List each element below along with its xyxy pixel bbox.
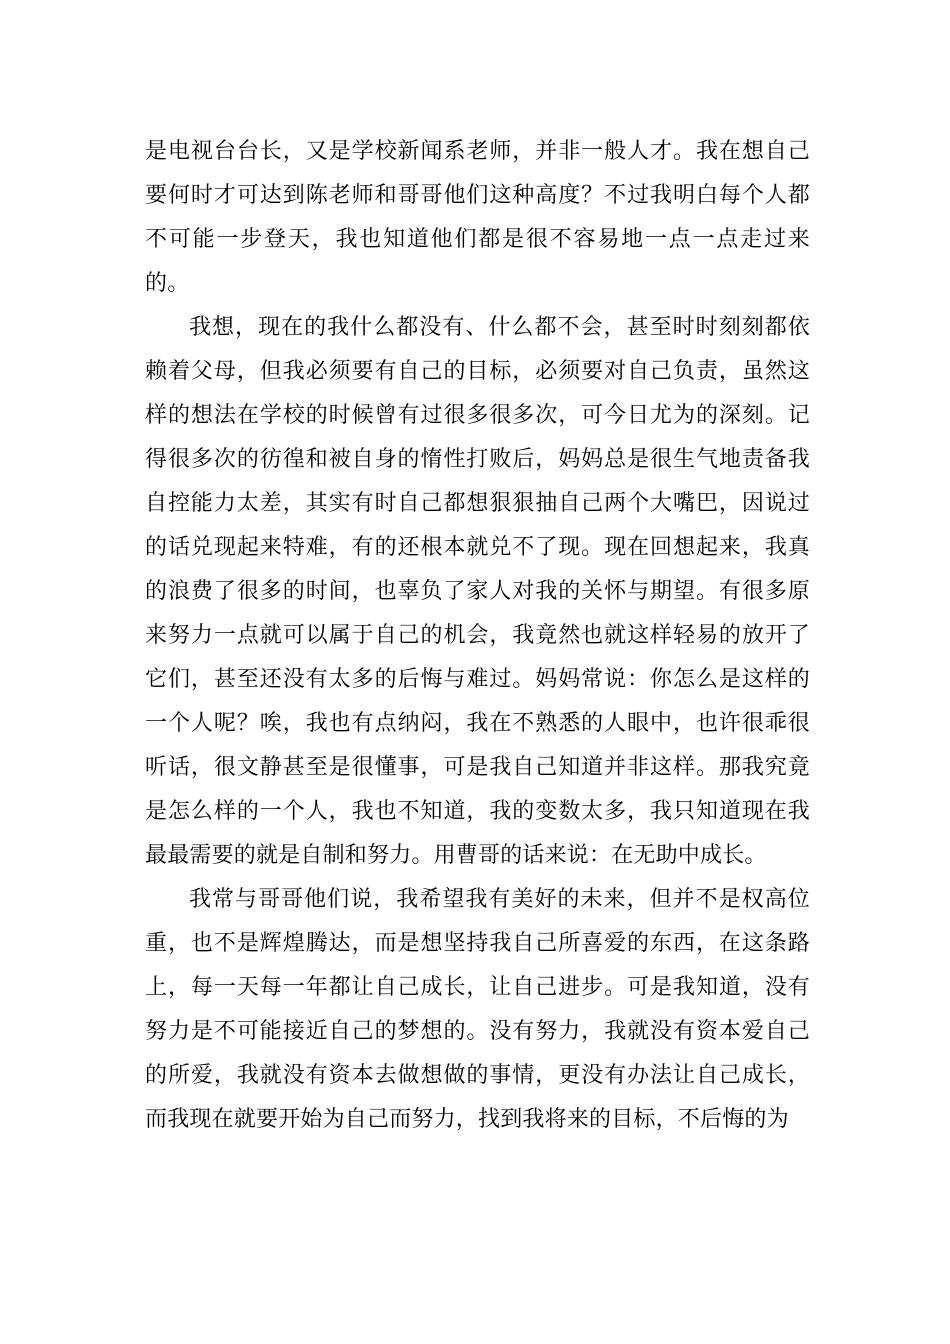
document-page — [145, 130, 810, 1142]
paragraph-1: 是电视台台长，又是学校新闻系老师，并非一般人才。我在想自己要何时才可达到陈老师和哥哥他们这种高度？不过我明白每个人都不可能一步登天，我也知道他们都是很不容易地一点一点走过来的。 — [145, 139, 810, 296]
paragraph-3: 我常与哥哥他们说，我希望我有美好的未来，但并不是权高位重，也不是辉煌腾达，而是想坚持我自己所喜爱的东西，在这条路上，每一天每一年都让自己成长，让自己进步。可是我知道，没有努力是不可能接近自己的梦想的。没有努力，我就没有资本爱自己的所爱，我就没有资本去做想做的事情，更没有办法让自己成长，而我现在就要开始为自己而努力，找到我将来的目标，不后悔的为 — [145, 887, 810, 1132]
paragraph-2: 我想，现在的我什么都没有、什么都不会，甚至时时刻刻都依赖着父母，但我必须要有自己的目标，必须要对自己负责，虽然这样的想法在学校的时候曾有过很多很多次，可今日尤为的深刻。记得很多次的彷徨和被自身的惰性打败后，妈妈总是很生气地责备我自控能力太差，其实有时自己都想狠狠抽自己两个大嘴巴，因说过的话兑现起来特难，有的还根本就兑不了现。现在回想起来，我真的浪费了很多的时间，也辜负了家人对我的关怀与期望。有很多原来努力一点就可以属于自己的机会，我竟然也就这样轻易的放开了它们，甚至还没有太多的后悔与难过。妈妈常说：你怎么是这样的一个人呢？唉，我也有点纳闷，我在不熟悉的人眼中，也许很乖很听话，很文静甚至是很懂事，可是我自己知道并非这样。那我究竟是怎么样的一个人，我也不知道，我的变数太多，我只知道现在我最最需要的就是自制和努力。用曹哥的话来说：在无助中成长。 — [145, 315, 810, 868]
